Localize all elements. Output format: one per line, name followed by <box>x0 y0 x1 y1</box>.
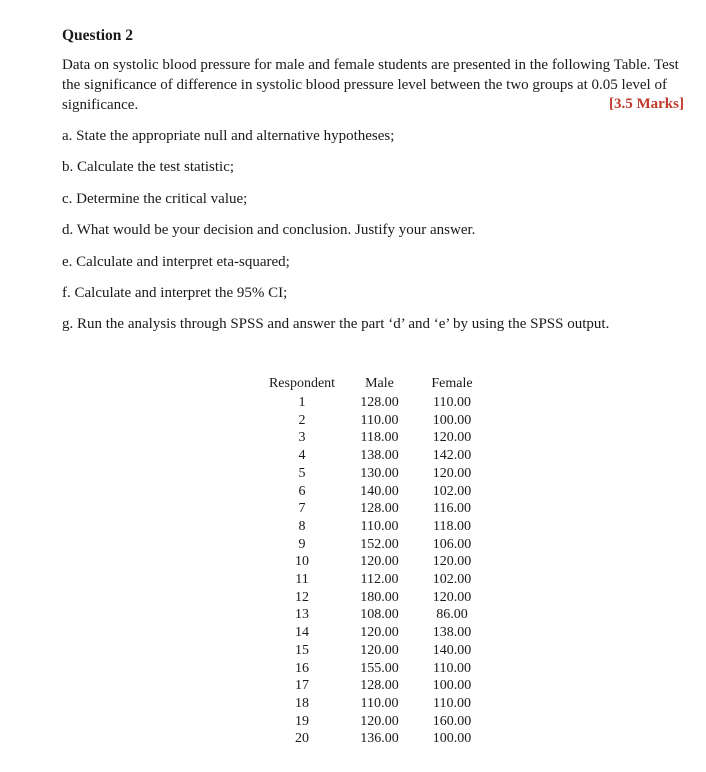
cell-respondent: 20 <box>295 731 309 747</box>
cell-male: 110.00 <box>360 695 399 711</box>
table-row <box>262 642 487 660</box>
cell-female: 110.00 <box>433 660 471 676</box>
cell-female: 102.00 <box>432 483 472 499</box>
header-respondent: Respondent <box>268 376 336 391</box>
cell-female: 138.00 <box>432 625 472 641</box>
cell-female: 142.00 <box>432 448 472 464</box>
cell-male: 155.00 <box>360 660 399 676</box>
cell-respondent: 17 <box>295 678 309 694</box>
header-male: Male <box>365 376 394 391</box>
table-row <box>262 553 487 571</box>
cell-respondent: 11 <box>295 572 309 588</box>
cell-female: 120.00 <box>432 554 472 570</box>
header-female: Female <box>431 376 473 391</box>
cell-female: 110.00 <box>433 695 471 711</box>
cell-male: 136.00 <box>360 731 399 747</box>
cell-male: 120.00 <box>360 625 399 641</box>
cell-female: 100.00 <box>432 412 472 428</box>
cell-respondent: 10 <box>295 554 309 570</box>
table-row <box>262 677 487 695</box>
cell-male: 112.00 <box>360 572 399 588</box>
cell-respondent: 3 <box>298 430 306 446</box>
cell-respondent: 5 <box>298 465 306 481</box>
question-title: Question 2 <box>62 27 134 44</box>
cell-male: 108.00 <box>360 607 399 623</box>
cell-male: 180.00 <box>360 589 399 605</box>
table-row <box>262 589 487 607</box>
cell-respondent: 9 <box>298 536 306 552</box>
cell-respondent: 16 <box>295 660 309 676</box>
table-row <box>262 730 487 748</box>
cell-respondent: 18 <box>295 695 309 711</box>
part-e: e. Calculate and interpret eta-squared; <box>62 253 290 270</box>
cell-male: 138.00 <box>360 448 399 464</box>
cell-male: 140.00 <box>360 483 399 499</box>
cell-female: 100.00 <box>432 678 472 694</box>
part-f: f. Calculate and interpret the 95% CI; <box>62 284 288 301</box>
cell-respondent: 4 <box>298 448 306 464</box>
table-row <box>262 536 487 554</box>
cell-female: 120.00 <box>432 589 472 605</box>
table-header-row <box>262 373 487 394</box>
cell-female: 106.00 <box>432 536 472 552</box>
question-parts <box>62 126 609 346</box>
cell-female: 102.00 <box>432 572 472 588</box>
cell-male: 120.00 <box>360 713 399 729</box>
question-intro <box>62 55 690 115</box>
table-row <box>262 465 487 483</box>
cell-respondent: 7 <box>298 501 306 517</box>
cell-respondent: 12 <box>295 589 309 605</box>
table-body <box>262 394 487 748</box>
cell-female: 116.00 <box>433 501 471 517</box>
part-g: g. Run the analysis through SPSS and answer the part ‘d’ and ‘e’ by using the SPSS output. <box>62 316 610 333</box>
cell-female: 86.00 <box>436 607 468 623</box>
cell-male: 110.00 <box>360 518 399 534</box>
cell-female: 100.00 <box>432 731 472 747</box>
table-row <box>262 606 487 624</box>
table-row <box>262 394 487 412</box>
table-row <box>262 447 487 465</box>
table-row <box>262 483 487 501</box>
cell-respondent: 2 <box>298 412 306 428</box>
part-c: c. Determine the critical value; <box>62 190 248 207</box>
part-a: a. State the appropriate null and alternative hypotheses; <box>62 128 395 144</box>
cell-male: 128.00 <box>360 678 399 694</box>
cell-female: 140.00 <box>432 642 472 658</box>
cell-female: 118.00 <box>433 518 471 534</box>
cell-female: 110.00 <box>433 395 471 410</box>
blood-pressure-table <box>262 373 487 748</box>
table-row <box>262 695 487 713</box>
cell-respondent: 13 <box>295 607 309 623</box>
table-row <box>262 518 487 536</box>
cell-female: 120.00 <box>432 465 472 481</box>
cell-male: 128.00 <box>360 395 399 410</box>
cell-male: 118.00 <box>360 430 399 446</box>
cell-male: 120.00 <box>360 554 399 570</box>
cell-female: 160.00 <box>432 713 472 729</box>
table-row <box>262 429 487 447</box>
intro-line: Data on systolic blood pressure for male and female students are presented in the following Table. Test <box>62 57 679 73</box>
cell-male: 128.00 <box>360 501 399 517</box>
table-row <box>262 500 487 518</box>
cell-respondent: 6 <box>298 483 306 499</box>
cell-female: 120.00 <box>432 430 472 446</box>
cell-male: 152.00 <box>360 536 399 552</box>
table-row <box>262 713 487 731</box>
part-d: d. What would be your decision and conclusion. Justify your answer. <box>62 222 476 239</box>
cell-respondent: 1 <box>298 395 306 410</box>
cell-male: 130.00 <box>360 465 399 481</box>
cell-respondent: 15 <box>295 642 309 658</box>
cell-respondent: 8 <box>298 518 306 534</box>
intro-line: significance. <box>62 97 139 113</box>
cell-respondent: 14 <box>295 625 309 641</box>
table-row <box>262 660 487 678</box>
intro-line: the significance of difference in systolic blood pressure level between the two groups at 0.05 level of <box>62 77 667 93</box>
table-row <box>262 412 487 430</box>
table-row <box>262 624 487 642</box>
cell-respondent: 19 <box>295 713 309 729</box>
table-row <box>262 571 487 589</box>
marks-label: [3.5 Marks] <box>609 96 684 112</box>
cell-male: 120.00 <box>360 642 399 658</box>
part-b: b. Calculate the test statistic; <box>62 159 235 176</box>
cell-male: 110.00 <box>360 412 399 428</box>
